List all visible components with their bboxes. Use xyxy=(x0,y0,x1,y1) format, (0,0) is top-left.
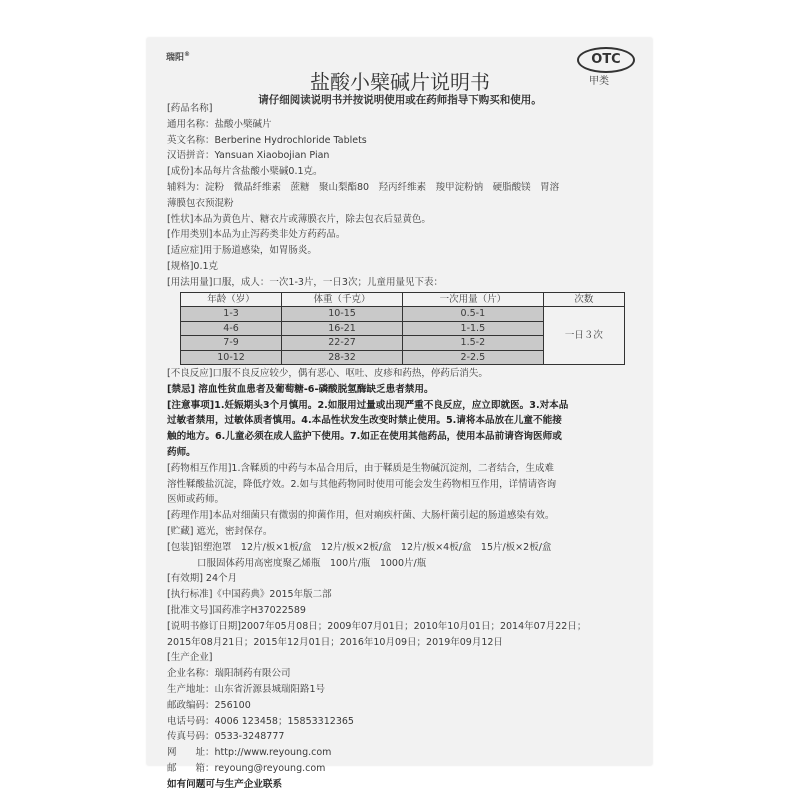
cell-age: 10-12 xyxy=(181,350,282,365)
standard: [执行标准]《中国药典》2015年版二部 xyxy=(167,589,332,601)
precautions-line-1: [注意事项]1.妊娠期头3个月慎用。2.如服用过量或出现严重不良反应，应立即就医。3.对本品 xyxy=(167,399,569,411)
cell-dose: 1.5-2 xyxy=(402,336,543,351)
interactions-line-1: [药物相互作用]1.含鞣质的中药与本品合用后，由于鞣质是生物碱沉淀剂，二者结合，生成难 xyxy=(167,462,554,474)
otc-class-label: 甲类 xyxy=(589,76,609,87)
company-address: 生产地址：山东省沂源县城瑞阳路1号 xyxy=(167,684,326,695)
fax: 传真号码：0533-3248777 xyxy=(167,731,285,743)
phone: 电话号码：4006 123458；15853312365 xyxy=(167,715,354,727)
pinyin-name: 汉语拼音：Yansuan Xiaobojian Pian xyxy=(167,150,330,162)
usage-dosage: [用法用量]口服，成人：一次1-3片，一日3次；儿童用量见下表： xyxy=(167,276,443,288)
document-subtitle: 请仔细阅读说明书并按说明使用或在药师指导下购买和使用。 xyxy=(258,94,542,106)
cell-weight: 22-27 xyxy=(282,336,403,351)
english-name: 英文名称：Berberine Hydrochloride Tablets xyxy=(167,134,367,146)
header-age: 年龄（岁） xyxy=(181,292,282,307)
package-line-1: [包装]铝塑泡罩 12片/板×1板/盒 12片/板×2板/盒 12片/板×4板/盒 15片/板×2板/盒 xyxy=(167,541,552,553)
cell-dose: 2-2.5 xyxy=(402,350,543,365)
precautions-line-2: 过敏者禁用，过敏体质者慎用。4.本品性状发生改变时禁止使用。5.请将本品放在儿童不能接 xyxy=(167,415,562,427)
cell-dose: 0.5-1 xyxy=(402,307,543,322)
leaflet-body xyxy=(167,101,637,793)
cell-age: 4-6 xyxy=(181,321,282,336)
category: [作用类别]本品为止泻药类非处方药药品。 xyxy=(167,229,346,241)
storage: [贮藏] 遮光，密封保存。 xyxy=(167,526,273,538)
ingredient: [成份]本品每片含盐酸小檗碱0.1克。 xyxy=(167,166,323,178)
approval-number: [批准文号]国药准字H37022589 xyxy=(167,605,306,617)
dosage-table xyxy=(180,292,625,366)
email: 邮 箱：reyoung@reyoung.com xyxy=(167,762,326,774)
specification: [规格]0.1克 xyxy=(167,260,219,272)
otc-badge: OTC xyxy=(577,47,635,73)
revision-dates-line-2: 2015年08月21日；2015年12月01日；2016年10月09日；2019年09月12日 xyxy=(167,636,503,648)
website: 网 址：http://www.reyoung.com xyxy=(167,747,332,759)
table-row xyxy=(181,307,625,322)
excipient-line-1: 辅料为：淀粉 微晶纤维素 蔗糖 聚山梨酯80 羟丙纤维素 羧甲淀粉钠 硬脂酸镁 胃溶 xyxy=(167,181,560,193)
cell-age: 7-9 xyxy=(181,336,282,351)
validity: [有效期] 24个月 xyxy=(167,573,238,585)
contraindications: [禁忌] 溶血性贫血患者及葡萄糖-6-磷酸脱氢酶缺乏患者禁用。 xyxy=(167,383,434,395)
cell-weight: 16-21 xyxy=(282,321,403,336)
cell-dose: 1-1.5 xyxy=(402,321,543,336)
postcode: 邮政编码：256100 xyxy=(167,699,251,711)
pharmacology: [药理作用]本品对细菌只有微弱的抑菌作用，但对痢疾杆菌、大肠杆菌引起的肠道感染有效。 xyxy=(167,510,555,522)
contact-note: 如有问题可与生产企业联系 xyxy=(167,778,283,790)
cell-weight: 28-32 xyxy=(282,350,403,365)
brand-name: 瑞阳 xyxy=(166,53,185,63)
registered-mark: ® xyxy=(184,51,191,58)
appearance: [性状]本品为黄色片、糖衣片或薄膜衣片，除去包衣后显黄色。 xyxy=(167,213,431,225)
excipient-line-2: 薄膜包衣预混粉 xyxy=(167,197,234,209)
adverse-reactions: [不良反应]口服不良反应较少，偶有恶心、呕吐、皮疹和药热，停药后消失。 xyxy=(167,368,488,380)
dosage-table-header xyxy=(181,292,625,307)
manufacturer-header: [生产企业] xyxy=(167,652,213,664)
header-dose: 一次用量（片） xyxy=(402,292,543,307)
precautions-line-4: 药师。 xyxy=(167,447,196,459)
revision-dates-line-1: [说明书修订日期]2007年05月08日；2009年07月01日；2010年10月01日；2014年07月22日； xyxy=(167,620,587,632)
interactions-line-3: 医师或药师。 xyxy=(167,494,225,506)
precautions-line-3: 触的地方。6.儿童必须在成人监护下使用。7.如正在使用其他药品，使用本品前请咨询医师或 xyxy=(167,431,562,443)
brand-logo xyxy=(166,50,190,63)
header-weight: 体重（千克） xyxy=(282,292,403,307)
package-line-2: 口服固体药用高密度聚乙烯瓶 100片/瓶 1000片/瓶 xyxy=(197,557,427,569)
company-name: 企业名称：瑞阳制药有限公司 xyxy=(167,668,291,680)
cell-age: 1-3 xyxy=(181,307,282,322)
interactions-line-2: 溶性鞣酸盐沉淀，降低疗效。2.如与其他药物同时使用可能会发生药物相互作用，详情请咨询 xyxy=(167,478,557,490)
document-title: 盐酸小檗碱片说明书 xyxy=(310,70,490,94)
generic-name: 通用名称：盐酸小檗碱片 xyxy=(167,118,272,130)
drug-name-header: [药品名称] xyxy=(167,103,213,114)
cell-weight: 10-15 xyxy=(282,307,403,322)
header-frequency: 次数 xyxy=(543,292,624,307)
cell-frequency: 一日３次 xyxy=(543,307,624,365)
indication: [适应症]用于肠道感染，如胃肠炎。 xyxy=(167,245,317,257)
